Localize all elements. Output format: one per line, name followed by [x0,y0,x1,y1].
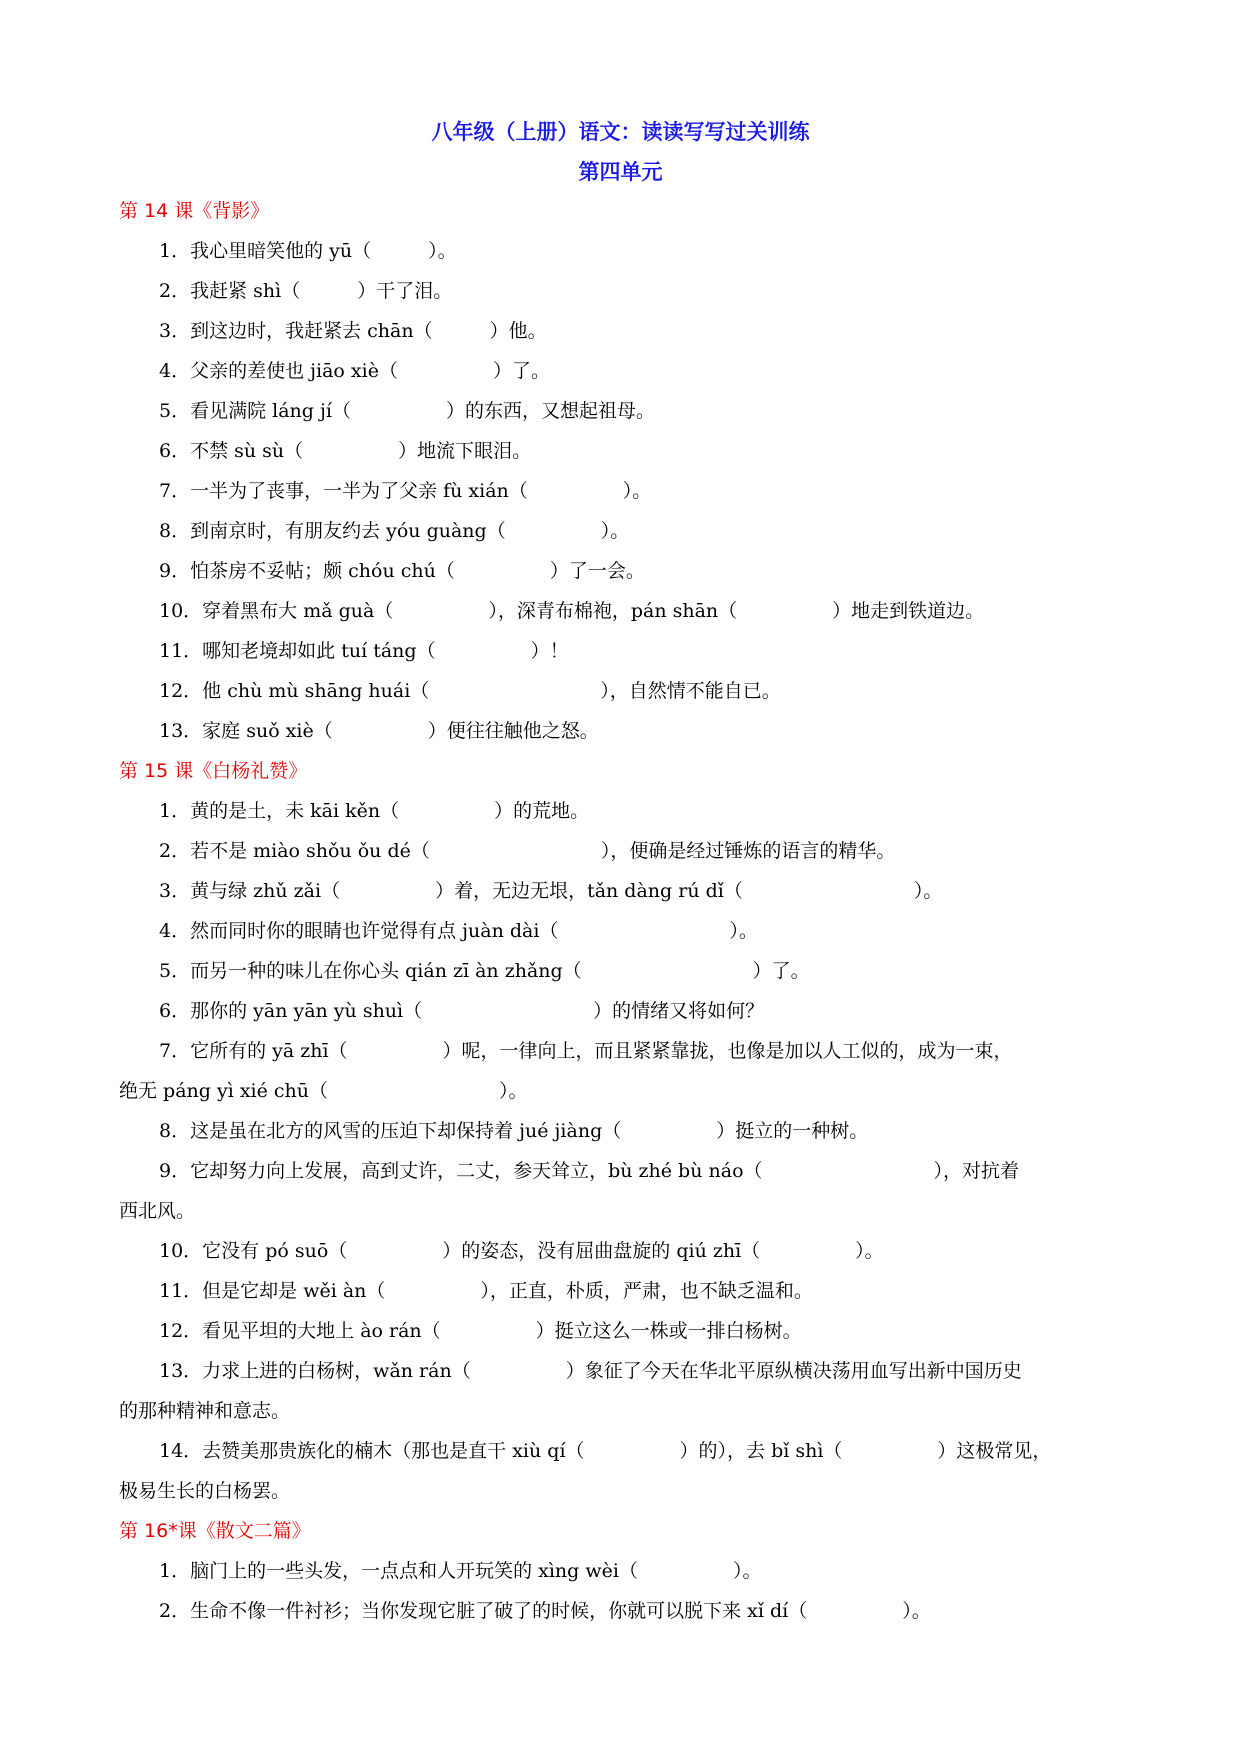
question-item: 5．看见满院 láng jí（ ）的东西，又想起祖母。 [159,400,655,422]
lesson-16-heading: 第 16*课《散文二篇》 [119,1520,311,1542]
question-continuation: 西北风。 [119,1200,196,1222]
question-item: 7．它所有的 yā zhī（ ）呢，一律向上，而且紧紧靠拢，也像是加以人工似的，成为一束， [159,1040,1013,1062]
question-item: 9．它却努力向上发展，高到丈许，二丈，参天耸立，bù zhé bù náo（ ），对抗着 [159,1160,1020,1182]
question-item: 13．家庭 suǒ xiè（ ）便往往触他之怒。 [159,720,599,742]
question-item: 4．父亲的差使也 jiāo xiè（ ）了。 [159,360,550,382]
question-item: 2．生命不像一件衬衫；当你发现它脏了破了的时候，你就可以脱下来 xǐ dí（ ）。 [159,1600,931,1622]
lesson-14-heading: 第 14 课《背影》 [119,200,270,222]
document-title: 八年级（上册）语文：读读写写过关训练 [431,120,810,144]
question-item: 1．黄的是土，未 kāi kěn（ ）的荒地。 [159,800,590,822]
question-item: 9．怕茶房不妥帖；颇 chóu chú（ ）了一会。 [159,560,645,582]
question-item: 5．而另一种的味儿在你心头 qián zī àn zhǎng（ ）了。 [159,960,810,982]
unit-subtitle: 第四单元 [578,160,663,184]
question-item: 1．我心里暗笑他的 yū（ ）。 [159,240,457,262]
question-item: 12．他 chù mù shāng huái（ ），自然情不能自已。 [159,680,781,702]
question-item: 2．我赶紧 shì（ ）干了泪。 [159,280,453,302]
question-continuation: 极易生长的白杨罢。 [119,1480,291,1502]
question-item: 11．但是它却是 wěi àn（ ），正直，朴质，严肃，也不缺乏温和。 [159,1280,813,1302]
question-item: 14．去赞美那贵族化的楠木（那也是直干 xiù qí（ ）的），去 bǐ shì（ ）这极常见， [159,1440,1052,1462]
question-item: 6．那你的 yān yān yù shuì（ ）的情绪又将如何？ [159,1000,765,1022]
question-continuation: 的那种精神和意志。 [119,1400,291,1422]
question-continuation: 绝无 páng yì xié chū（ ）。 [119,1080,528,1102]
question-item: 6．不禁 sù sù（ ）地流下眼泪。 [159,440,532,462]
question-item: 4．然而同时你的眼睛也许觉得有点 juàn dài（ ）。 [159,920,758,942]
question-item: 11．哪知老境却如此 tuí táng（ ）！ [159,640,569,662]
question-item: 13．力求上进的白杨树，wǎn rán（ ）象征了今天在华北平原纵横决荡用血写出新中国历史 [159,1360,1022,1382]
question-item: 8．这是虽在北方的风雪的压迫下却保持着 jué jiàng（ ）挺立的一种树。 [159,1120,869,1142]
question-item: 10．它没有 pó suō（ ）的姿态，没有屈曲盘旋的 qiú zhī（ ）。 [159,1240,884,1262]
question-item: 3．到这边时，我赶紧去 chān（ ）他。 [159,320,547,342]
question-item: 12．看见平坦的大地上 ào rán（ ）挺立这么一株或一排白杨树。 [159,1320,802,1342]
question-item: 2．若不是 miào shǒu ǒu dé（ ），便确是经过锤炼的语言的精华。 [159,840,896,862]
question-item: 1．脑门上的一些头发，一点点和人开玩笑的 xìng wèi（ ）。 [159,1560,762,1582]
question-item: 3．黄与绿 zhǔ zǎi（ ）着，无边无垠，tǎn dàng rú dǐ（ ）。 [159,880,943,902]
question-item: 10．穿着黑布大 mǎ guà（ ），深青布棉袍，pán shān（ ）地走到铁道边。 [159,600,985,622]
lesson-15-heading: 第 15 课《白杨礼赞》 [119,760,308,782]
question-item: 8．到南京时，有朋友约去 yóu guàng（ ）。 [159,520,630,542]
question-item: 7．一半为了丧事，一半为了父亲 fù xián（ ）。 [159,480,652,502]
